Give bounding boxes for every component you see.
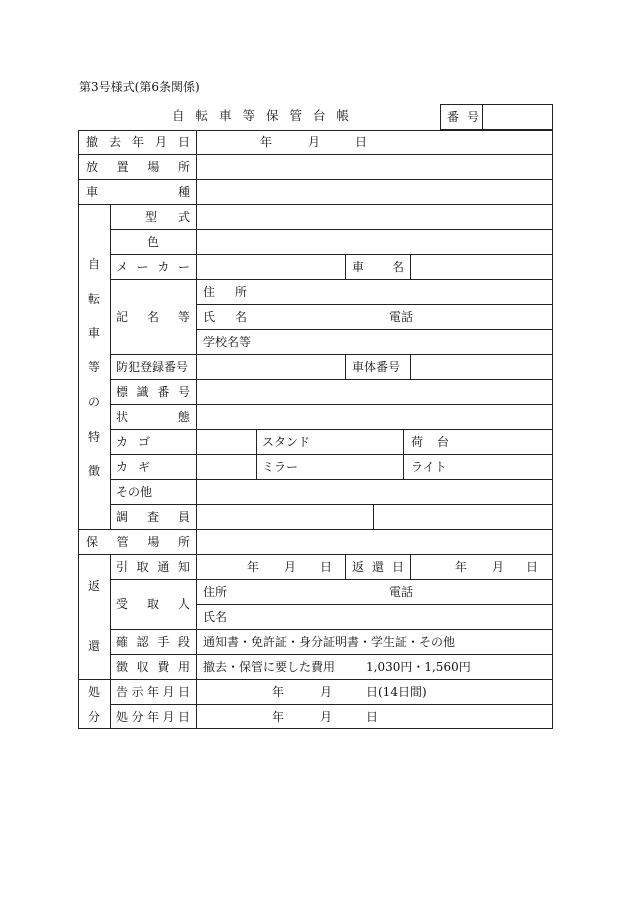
verification-value: 通知書・免許証・身分証明書・学生証・その他 [203,635,456,649]
crime-prevention-number-label: 防犯登録番号 [116,360,189,374]
pickup-notice-label: 引 取 通 知 [116,560,190,574]
condition-label: 状 態 [116,410,190,424]
carrier-label: 荷台 [411,435,464,449]
return-date-day: 日 [526,560,539,574]
removal-date-label: 撤 去 年 月 日 [86,135,190,149]
name-label: 氏 名 [203,310,247,324]
return-date-year: 年 [455,560,468,574]
basket-label: カゴ [116,435,161,449]
mirror-label: ミラー [262,460,299,474]
verification-label: 確 認 手 段 [116,635,190,649]
notice-date-month: 月 [320,685,333,699]
notice-date-day: 日(14日間) [366,685,427,699]
return-date-label: 返 還 日 [352,560,404,574]
notice-date-year: 年 [272,685,285,699]
light-label: ライト [411,460,447,474]
vehicle-type-label: 車 種 [86,185,190,199]
pickup-notice-day: 日 [320,560,333,574]
abandoned-place-label: 放 置 場 所 [86,160,190,174]
removal-date-year: 年 [260,135,273,149]
fee-amount: 1,030円・1,560円 [366,660,471,674]
fee-label: 徴 収 費 用 [116,660,190,674]
removal-date-month: 月 [308,135,321,149]
recipient-name-label: 氏名 [203,610,228,624]
sign-number-label: 標 識 番 号 [116,385,190,399]
stand-label: スタンド [262,435,311,449]
removal-date-day: 日 [355,135,368,149]
recipient-label: 受 取 人 [116,597,190,611]
phone-label: 電話 [389,310,414,324]
other-label: その他 [116,485,153,499]
return-date-month: 月 [492,560,505,574]
ledger-title: 自転車等保管台帳 [172,108,361,123]
disposal-date-month: 月 [320,710,333,724]
inspector-label: 調 査 員 [116,510,190,524]
disposal-date-label: 処 分 年 月 日 [116,710,190,724]
fee-description: 撤去・保管に要した費用 [203,660,336,674]
form-id: 第3号様式(第6条関係) [79,80,200,94]
pickup-notice-month: 月 [284,560,297,574]
disposal-date-day: 日 [366,710,379,724]
pickup-notice-year: 年 [247,560,260,574]
school-label: 学校名等 [203,335,252,349]
registration-label: 記 名 等 [116,310,190,324]
storage-place-label: 保 管 場 所 [86,535,190,549]
color-label: 色 [147,235,160,249]
number-label: 番号 [447,110,488,124]
disposal-date-year: 年 [272,710,285,724]
address-label: 住 所 [203,285,247,299]
notice-date-label: 告 示 年 月 日 [116,685,190,699]
model-label: 型 式 [145,210,190,224]
maker-label: メ ー カ ー [116,260,190,274]
lock-label: カギ [116,460,161,474]
recipient-phone-label: 電話 [389,585,414,599]
frame-number-label: 車体番号 [352,360,401,374]
recipient-address-label: 住所 [203,585,228,599]
car-name-label: 車 名 [352,260,404,274]
